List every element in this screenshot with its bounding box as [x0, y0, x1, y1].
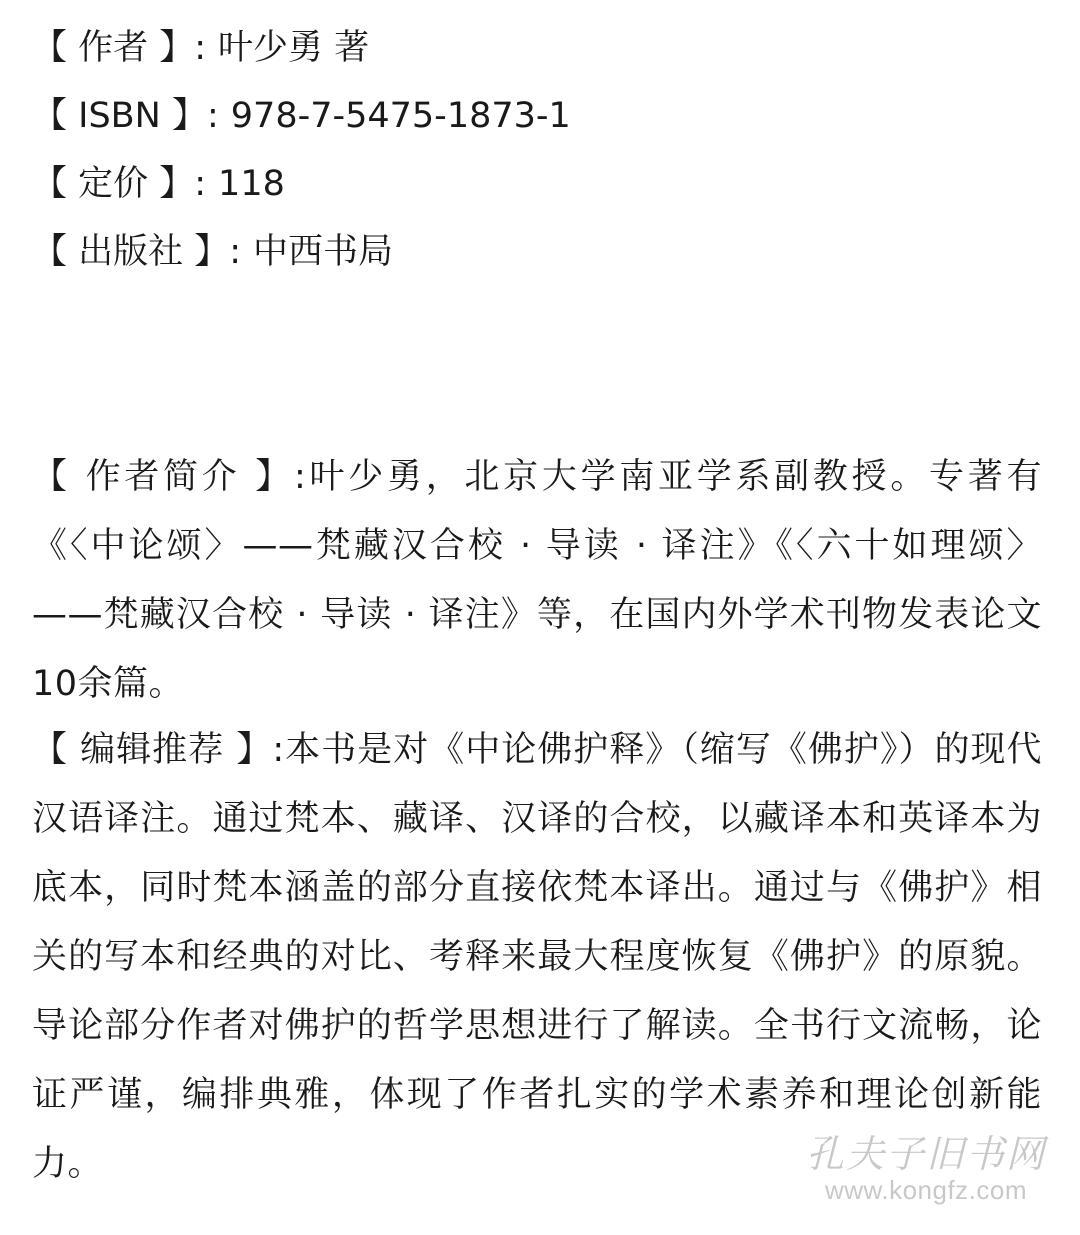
price-value: 118 — [218, 164, 285, 204]
editor-recommendation-label: 【 编辑推荐 】: — [32, 730, 285, 770]
price-row — [32, 150, 1042, 218]
publisher-value: 中西书局 — [253, 232, 394, 272]
book-meta — [32, 14, 1042, 286]
isbn-row — [32, 82, 1042, 150]
author-value: 叶少勇 著 — [218, 28, 370, 68]
author-bio-label: 【 作者简介 】: — [32, 457, 307, 497]
isbn-value: 978-7-5475-1873-1 — [230, 96, 571, 136]
isbn-label: 【 ISBN 】: — [32, 96, 219, 136]
price-label: 【 定价 】: — [32, 164, 207, 204]
editor-recommendation-text: 本书是对《中论佛护释》（缩写《佛护》）的现代汉语译注。通过梵本、藏译、汉译的合校，以藏译本和英译本为底本，同时梵本涵盖的部分直接依梵本译出。通过与《佛护》相关的写本和经典的对比、考释来最大程度恢复《佛护》的原貌。导论部分作者对佛护的哲学思想进行了解读。全书行文流畅，论证严谨，编排典雅，体现了作者扎实的学术素养和理论创新能力。 — [32, 730, 1042, 1184]
publisher-label: 【 出版社 】: — [32, 232, 242, 272]
author-bio-paragraph — [32, 443, 1042, 719]
watermark-name: 孔夫子旧书网 — [805, 1132, 1046, 1176]
author-row — [32, 14, 1042, 82]
author-bio-text: 叶少勇，北京大学南亚学系副教授。专著有《〈中论颂〉——梵藏汉合校 · 导读 · 译注》《〈六十如理颂〉——梵藏汉合校 · 导读 · 译注》等，在国内外学术刊物发表论文10余篇。 — [32, 457, 1042, 704]
watermark-url: www.kongfz.com — [824, 1175, 1028, 1205]
kongfz-watermark — [806, 1132, 1046, 1204]
editor-recommendation-paragraph — [32, 716, 1042, 1199]
author-label: 【 作者 】: — [32, 28, 207, 68]
publisher-row — [32, 218, 1042, 286]
